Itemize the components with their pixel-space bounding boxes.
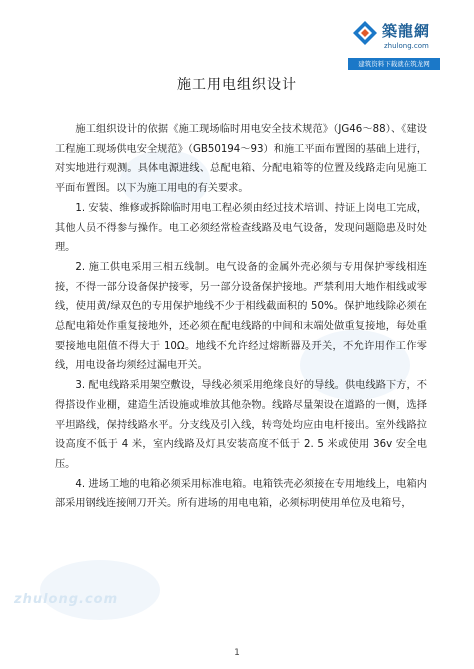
document-title: 施工用电组织设计 (177, 77, 297, 93)
logo-emblem-icon (352, 20, 378, 46)
watermark-blot (40, 560, 160, 620)
paragraph-item-1: 1. 安装、维修或拆除临时用电工程必须由经过技术培训、持证上岗电工完成，其他人员不得参与操作。电工必须经常检查线路及电气设备，发现问题隐患及时处理。 (55, 202, 427, 254)
page-number: 1 (234, 648, 240, 658)
paragraph-item-2: 2. 施工供电采用三相五线制。电气设备的金属外壳必须与专用保护零线相连接，不得一部分设备保护接零，另一部分设备保护接地。严禁利用大地作相线或零线，使用黄/绿双色的专用保护地线不少于相线截面积的 50%。保护地线除必须在总配电箱处作重复接地外，还必须在配电线路的中间和末端处做重复接地，每处重要接地电阻值不得大于 10Ω。地线不允许经过熔断器及开关，不允许用作工作零线，用电设备均须经过漏电开关。 (55, 261, 427, 372)
paragraph-intro: 施工组织设计的依据《施工现场临时用电安全技术规范》（JG46～88）、《建设工程施工现场供电安全规范》（GB50194～93）和施工平面布置图的基础上进行，对实地进行观测。具体电源进线、总配电箱、分配电箱等的位置及线路走向见施工平面布置图。以下为施工用电的有关要求。 (55, 124, 427, 195)
logo-url: zhulong.com (384, 42, 429, 50)
paragraph-item-4: 4. 进场工地的电箱必须采用标准电箱。电箱铁壳必须接在专用地线上，电箱内部采用钢线连接闸刀开关。所有进场的用电电箱，必须标明使用单位及电箱号， (55, 478, 427, 510)
logo-slogan: 建筑资料下载就在筑龙网 (348, 58, 440, 70)
logo-name: 築龍網 (382, 22, 431, 40)
document-body (55, 120, 427, 514)
paragraph-item-3: 3. 配电线路采用架空敷设，导线必须采用绝缘良好的导线。供电线路下方，不得搭设作业棚，建造生活设施或堆放其他杂物。线路尽量架设在道路的一侧，选择平坦路线，保持线路水平。分支线及引入线，转弯处均应由电杆接出。室外线路拉设高度不低于 4 米，室内线路及灯具安装高度不低于 2. 5 米或使用 36v 安全电压。 (55, 380, 427, 470)
site-logo (348, 14, 440, 74)
watermark-text: zhulong.com (14, 592, 119, 607)
